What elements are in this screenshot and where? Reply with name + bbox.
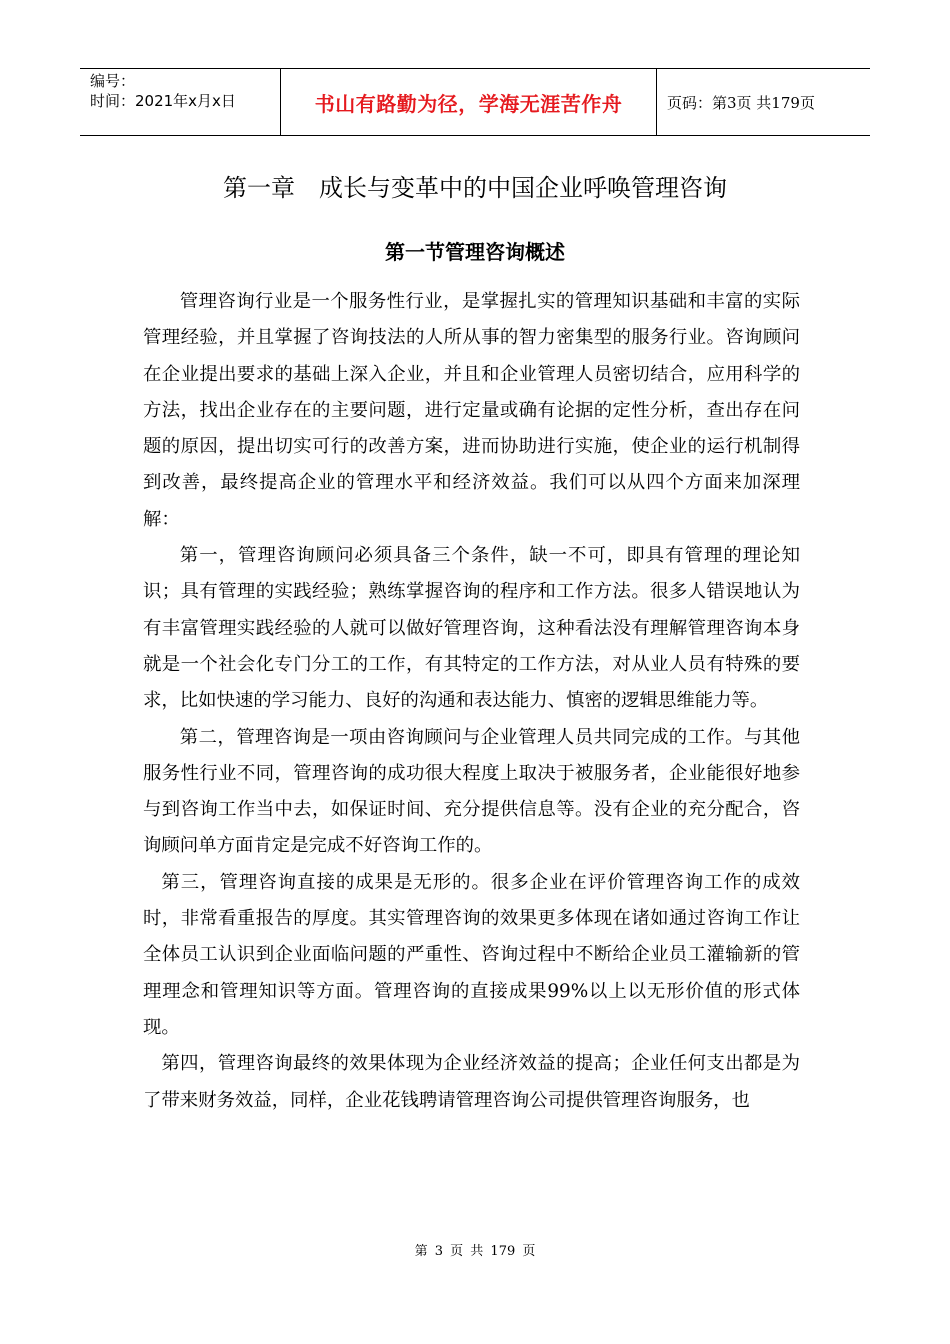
paragraph-intro: 管理咨询行业是一个服务性行业，是掌握扎实的管理知识基础和丰富的实际管理经验，并且掌握了咨询技法的人所从事的智力密集型的服务行业。咨询顾问在企业提出要求的基础上深入企业，并且和企业管理人员密切结合，应用科学的方法，找出企业存在的主要问题，进行定量或确有论据的定性分析，查出存在问题的原因，提出切实可行的改善方案，进而协助进行实施，使企业的运行机制得到改善，最终提高企业的管理水平和经济效益。我们可以从四个方面来加深理解： [143, 291, 800, 530]
header-motto: 书山有路勤为径，学海无涯苦作舟 [281, 69, 657, 135]
paragraph-first-point: 第一，管理咨询顾问必须具备三个条件，缺一不可，即具有管理的理论知识；具有管理的实践经验；熟练掌握咨询的程序和工作方法。很多人错误地认为有丰富管理实践经验的人就可以做好管理咨询，这种看法没有理解管理咨询本身就是一个社会化专门分工的工作，有其特定的工作方法，对从业人员有特殊的要求，比如快速的学习能力、良好的沟通和表达能力、慎密的逻辑思维能力等。 [143, 545, 800, 712]
paragraph-third-point: 第三，管理咨询直接的成果是无形的。很多企业在评价管理咨询工作的成效时，非常看重报告的厚度。其实管理咨询的效果更多体现在诸如通过咨询工作让全体员工认识到企业面临问题的严重性、咨询过程中不断给企业员工灌输新的管理理念和管理知识等方面。管理咨询的直接成果99%以上以无形价值的形式体现。 [143, 871, 800, 1038]
chapter-title: 第一章 成长与变革中的中国企业呼唤管理咨询 [223, 174, 727, 202]
page-footer: 第 3 页 共 179 页 [414, 1244, 536, 1259]
document-header [80, 68, 870, 136]
paragraph-second-point: 第二，管理咨询是一项由咨询顾问与企业管理人员共同完成的工作。与其他服务性行业不同，管理咨询的成功很大程度上取决于被服务者，企业能很好地参与到咨询工作当中去，如保证时间、充分提供信息等。没有企业的充分配合，咨询顾问单方面肯定是完成不好咨询工作的。 [143, 726, 800, 857]
section-title: 第一节管理咨询概述 [385, 240, 565, 264]
header-meta [80, 69, 281, 135]
header-page-info: 页码：第3页 共179页 [667, 93, 815, 112]
document-date: 时间：2021年x月x日 [90, 92, 236, 110]
document-number-label: 编号： [90, 72, 136, 90]
paragraph-fourth-point: 第四，管理咨询最终的效果体现为企业经济效益的提高；企业任何支出都是为了带来财务效益，同样，企业花钱聘请管理咨询公司提供管理咨询服务，也 [143, 1053, 800, 1111]
document-body [143, 284, 800, 1119]
